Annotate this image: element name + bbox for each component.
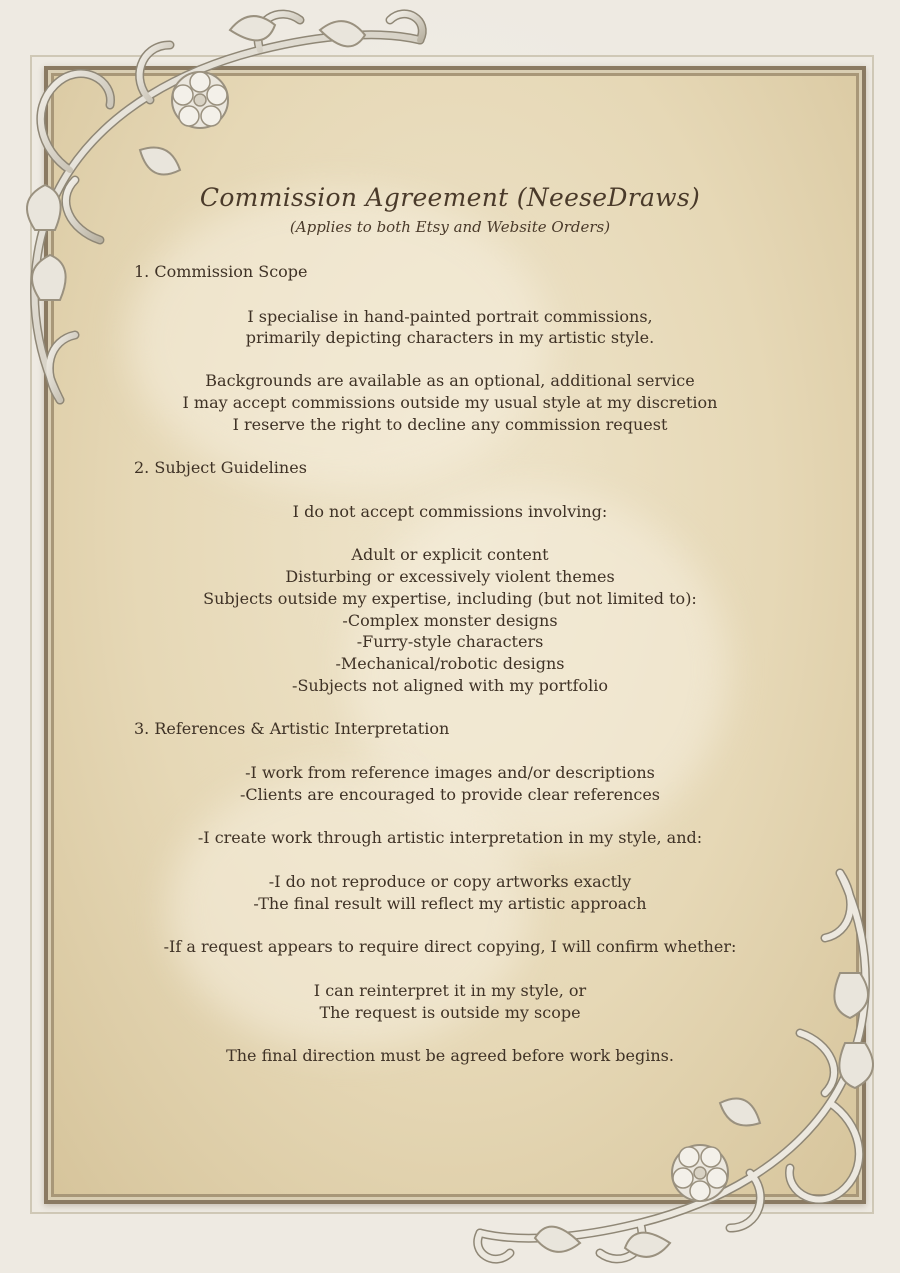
scope-line: I may accept commissions outside my usual style at my discretion bbox=[182, 393, 718, 412]
flower-icon bbox=[672, 1145, 728, 1201]
reference-line: -The final result will reflect my artistic approach bbox=[253, 894, 647, 913]
reference-line: -I work from reference images and/or descriptions bbox=[245, 763, 655, 782]
guideline-line: -Mechanical/robotic designs bbox=[335, 654, 565, 673]
guideline-line: -Complex monster designs bbox=[342, 611, 558, 630]
guideline-line: -Subjects not aligned with my portfolio bbox=[292, 676, 608, 695]
section-heading-references: 3. References & Artistic Interpretation bbox=[134, 719, 450, 738]
flower-icon bbox=[172, 72, 228, 128]
scope-line: I reserve the right to decline any commission request bbox=[232, 415, 668, 434]
reference-line: -I do not reproduce or copy artworks exactly bbox=[268, 872, 632, 891]
floral-scroll-corner-top-left-icon bbox=[0, 0, 440, 430]
reference-line: The request is outside my scope bbox=[319, 1003, 581, 1022]
document-title: Commission Agreement (NeeseDraws) bbox=[199, 183, 701, 212]
scope-line: Backgrounds are available as an optional, additional service bbox=[205, 371, 695, 390]
reference-line: -If a request appears to require direct copying, I will confirm whether: bbox=[163, 937, 737, 956]
scope-line: primarily depicting characters in my artistic style. bbox=[245, 328, 655, 347]
document-subtitle: (Applies to both Etsy and Website Orders) bbox=[289, 218, 611, 236]
section-heading-commission-scope: 1. Commission Scope bbox=[134, 262, 308, 281]
reference-line: -Clients are encouraged to provide clear references bbox=[239, 785, 661, 804]
reference-line: -I create work through artistic interpretation in my style, and: bbox=[197, 828, 703, 847]
scope-line: I specialise in hand-painted portrait commissions, bbox=[247, 307, 653, 326]
reference-line: I can reinterpret it in my style, or bbox=[313, 981, 587, 1000]
guideline-line: I do not accept commissions involving: bbox=[292, 502, 608, 521]
guideline-line: Adult or explicit content bbox=[351, 545, 549, 564]
reference-line: The final direction must be agreed before work begins. bbox=[226, 1046, 674, 1065]
guideline-line: Subjects outside my expertise, including (but not limited to): bbox=[203, 589, 697, 608]
guideline-line: -Furry-style characters bbox=[356, 632, 544, 651]
guideline-line: Disturbing or excessively violent themes bbox=[285, 567, 615, 586]
section-heading-subject-guidelines: 2. Subject Guidelines bbox=[134, 458, 307, 477]
